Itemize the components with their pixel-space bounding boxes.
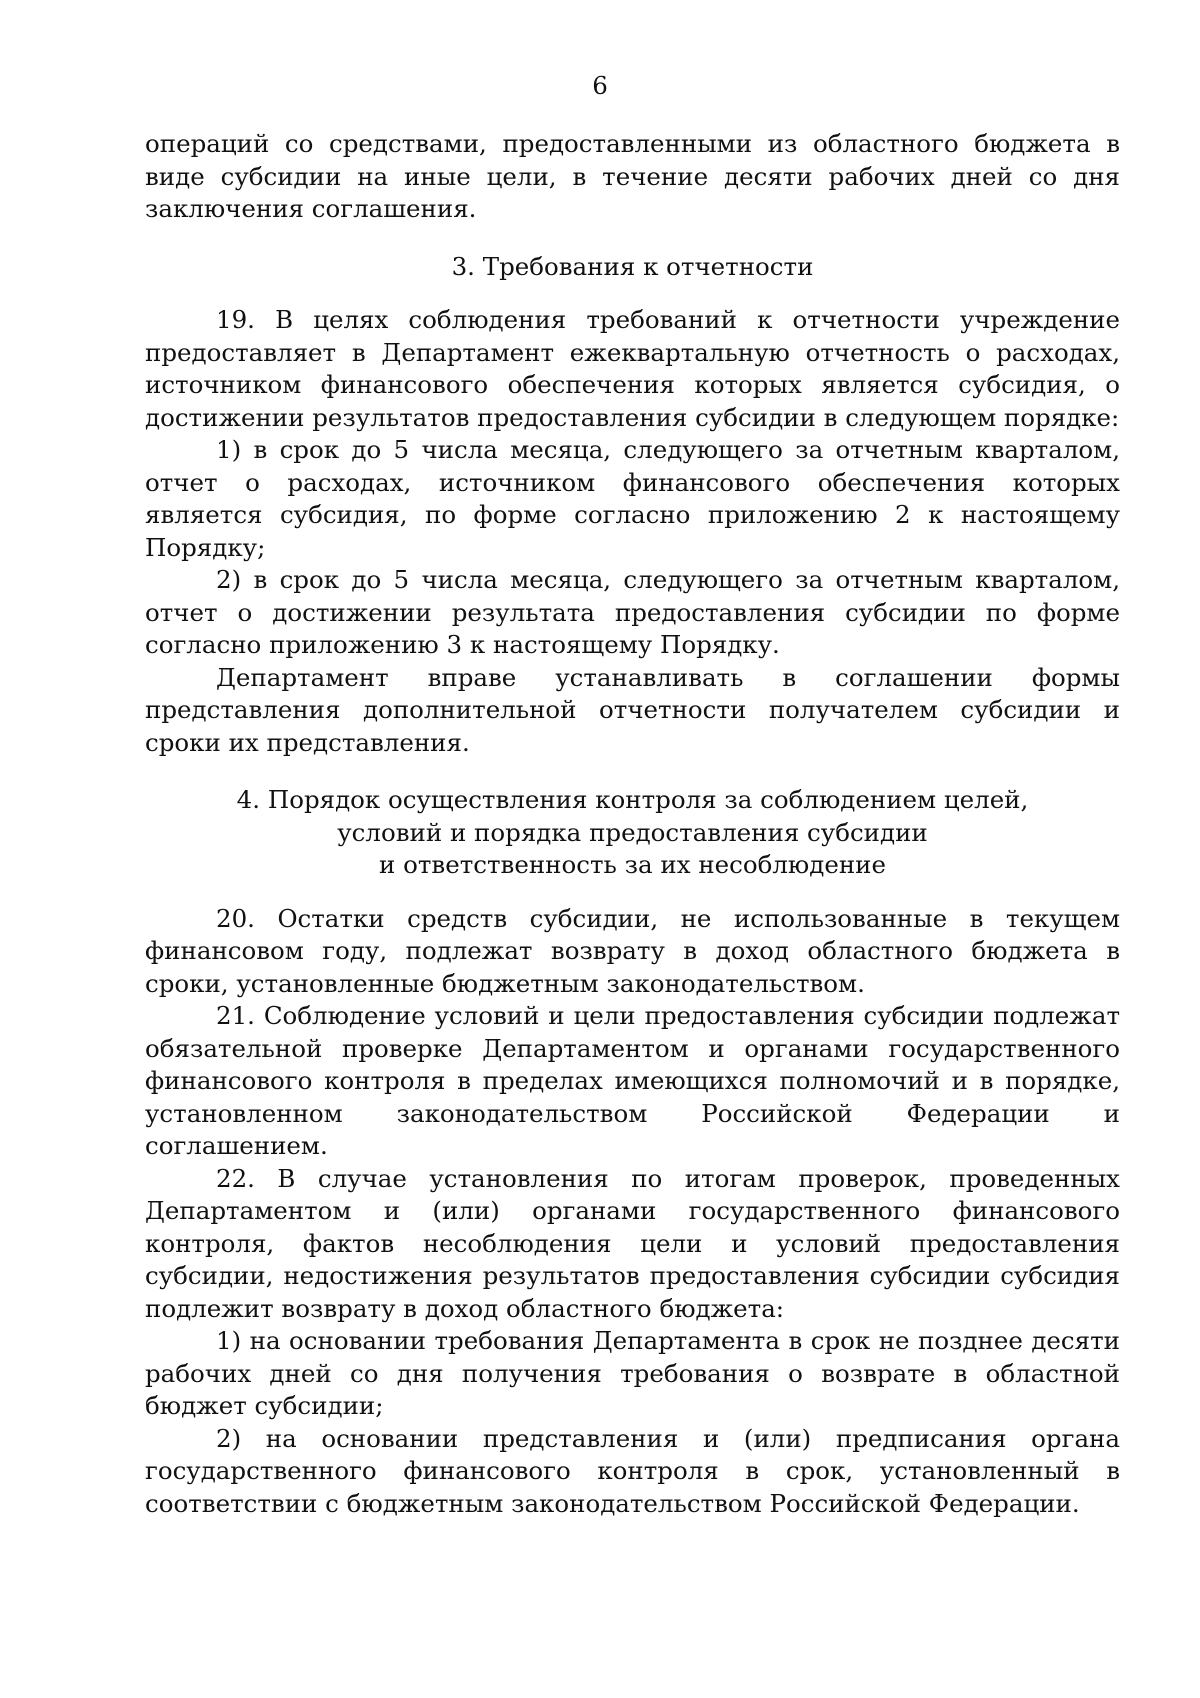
section-4-heading-line-2: условий и порядка предоставления субсидии — [337, 817, 928, 847]
section-4-heading-line-3: и ответственность за их несоблюдение — [378, 850, 887, 879]
paragraph-19-item-2: 2) в срок до 5 числа месяца, следующего за отчетным кварталом, отчет о достижении результата предоставления субсидии по форме согласно приложению 3 к настоящему Порядку. — [145, 565, 1120, 659]
paragraph-20: 20. Остатки средств субсидии, не использованные в текущем финансовом году, подлежат возврату в доход областного бюджета в сроки, установленные бюджетным законодательством. — [145, 903, 1120, 998]
section-3-heading: 3. Требования к отчетности — [451, 251, 814, 281]
paragraph-19-note: Департамент вправе устанавливать в соглашении формы представления дополнительной отчетности получателем субсидии и сроки их представления. — [145, 662, 1120, 757]
paragraph-21: 21. Соблюдение условий и цели предоставления субсидии подлежат обязательной проверке Департаментом и органами государственного финансового контроля в пределах имеющихся полномочий и в порядке, установленном законодательством Российской Федерации и соглашением. — [145, 1001, 1120, 1160]
section-4-heading — [145, 784, 1120, 882]
section-4-heading-line-1: 4. Порядок осуществления контроля за соблюдением целей, — [236, 785, 1029, 814]
page-number: 6 — [592, 71, 608, 100]
paragraph-19-item-1: 1) в срок до 5 числа месяца, следующего за отчетным кварталом, отчет о расходах, источником финансового обеспечения которых является субсидия, по форме согласно приложению 2 к настоящему Порядку; — [145, 435, 1120, 562]
paragraph-22-item-1: 1) на основании требования Департамента в срок не позднее десяти рабочих дней со дня получения требования о возврате в областной бюджет субсидии; — [145, 1326, 1120, 1420]
intro-paragraph: операций со средствами, предоставленными из областного бюджета в виде субсидии на иные цели, в течение десяти рабочих дней со дня заключения соглашения. — [145, 129, 1120, 223]
paragraph-22: 22. В случае установления по итогам проверок, проведенных Департаментом и (или) органами государственного финансового контроля, фактов несоблюдения цели и условий предоставления субсидии, недостижения результатов предоставления субсидии субсидия подлежит возврату в доход областного бюджета: — [145, 1163, 1120, 1323]
paragraph-19: 19. В целях соблюдения требований к отчетности учреждение предоставляет в Департамент ежеквартальную отчетность о расходах, источником финансового обеспечения которых является субсидия, о достижении результатов предоставления субсидии в следующем порядке: — [145, 305, 1120, 432]
paragraph-22-item-2: 2) на основании представления и (или) предписания органа государственного финансового контроля в срок, установленный в соответствии с бюджетным законодательством Российской Федерации. — [145, 1423, 1120, 1518]
document-body — [145, 128, 1120, 1520]
